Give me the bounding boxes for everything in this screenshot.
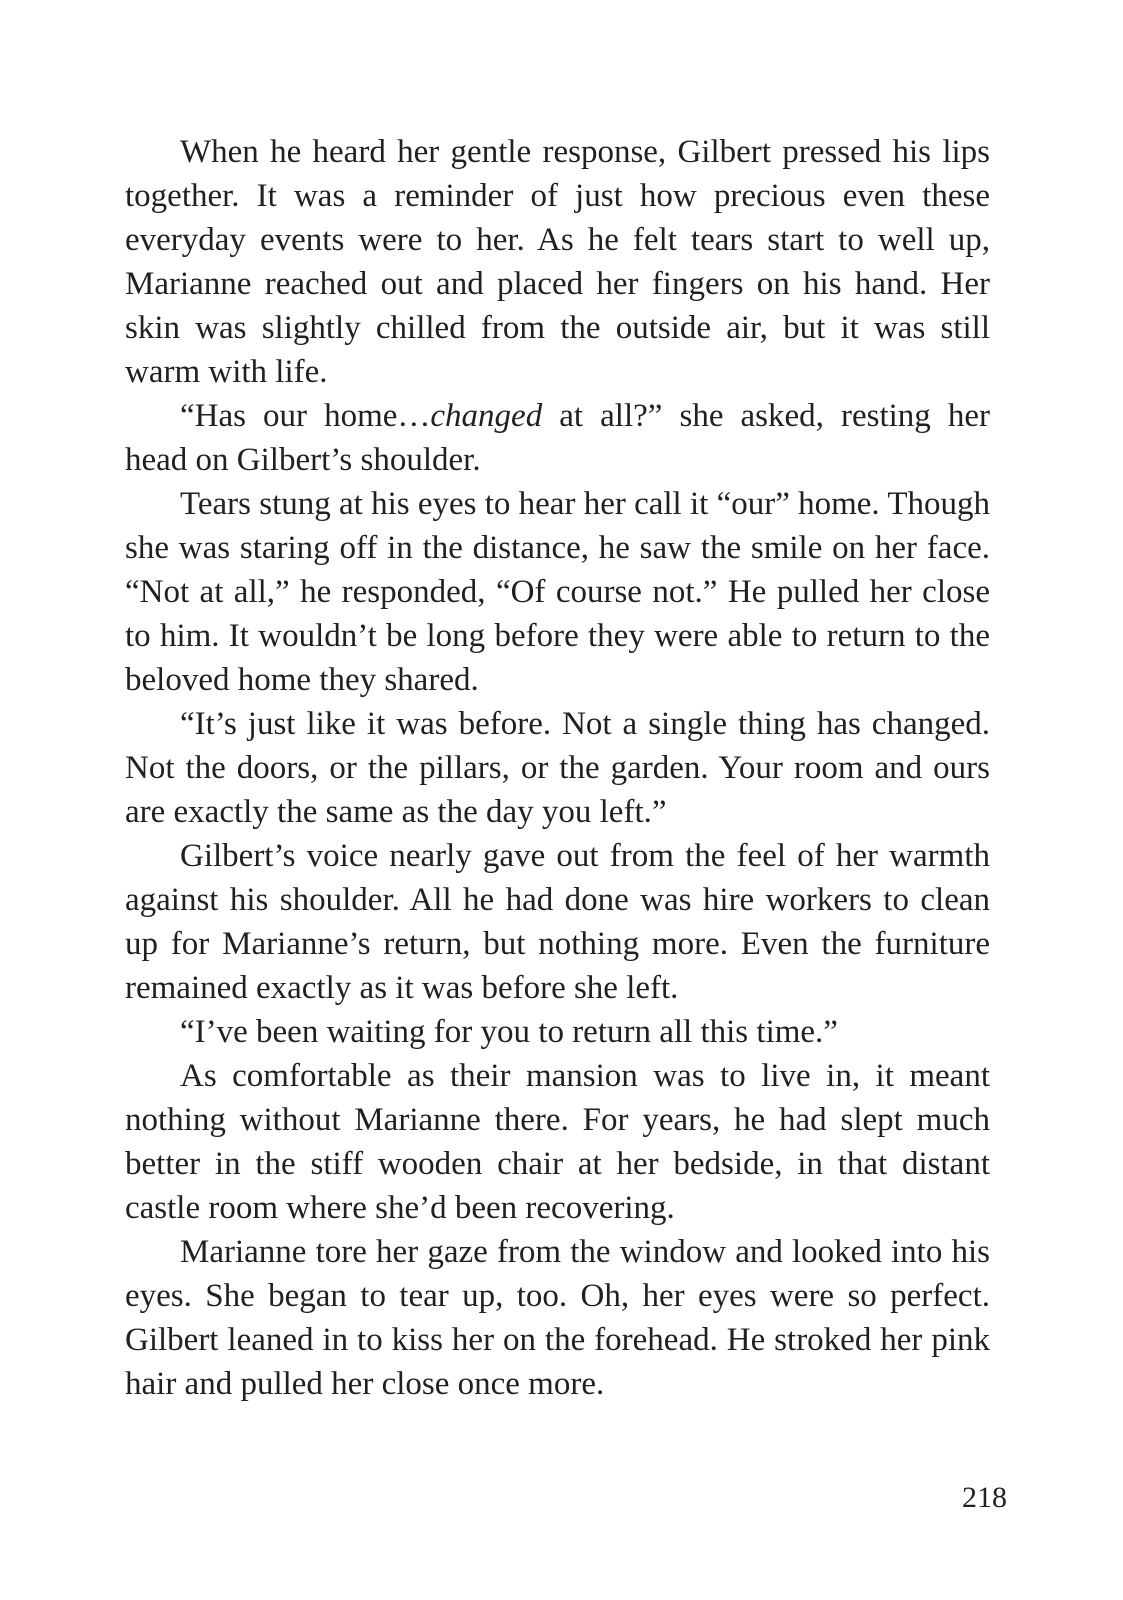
paragraph: Marianne tore her gaze from the window and looked into his eyes. She began to tear up, too. Oh, her eyes were so perfect. Gilbert leaned in to kiss her on the forehead. He stroked her pink hair and pulled her close once more. [125,1234,990,1402]
paragraph: “I’ve been waiting for you to return all this time.” [180,1014,838,1050]
paragraph-text: at all?” she asked, resting her head on Gilbert’s shoulder. [125,398,990,478]
body-text [125,130,990,1406]
paragraph: As comfortable as their mansion was to live in, it meant nothing without Marianne there. For years, he had slept much better in the stiff wooden chair at her bedside, in that distant castle room where she’d been recovering. [125,1058,990,1226]
paragraph: Gilbert’s voice nearly gave out from the feel of her warmth against his shoulder. All he had done was hire workers to clean up for Marianne’s return, but nothing more. Even the furniture remained exactly as it was before she left. [125,838,990,1006]
page-number: 218 [962,1481,1007,1514]
italic-text: changed [430,398,543,434]
paragraph: Tears stung at his eyes to hear her call it “our” home. Though she was staring off in the distance, he saw the smile on her face. “Not at all,” he responded, “Of course not.” He pulled her close to him. It wouldn’t be long before they were able to return to the beloved home they shared. [125,486,990,698]
paragraph: “It’s just like it was before. Not a single thing has changed. Not the doors, or the pillars, or the garden. Your room and ours are exactly the same as the day you left.” [125,706,990,830]
paragraph [125,394,990,482]
paragraph: When he heard her gentle response, Gilbert pressed his lips together. It was a reminder of just how precious even these everyday events were to her. As he felt tears start to well up, Marianne reached out and placed her fingers on his hand. Her skin was slightly chilled from the outside air, but it was still warm with life. [125,134,990,390]
paragraph-text: “Has our home… [180,398,431,434]
